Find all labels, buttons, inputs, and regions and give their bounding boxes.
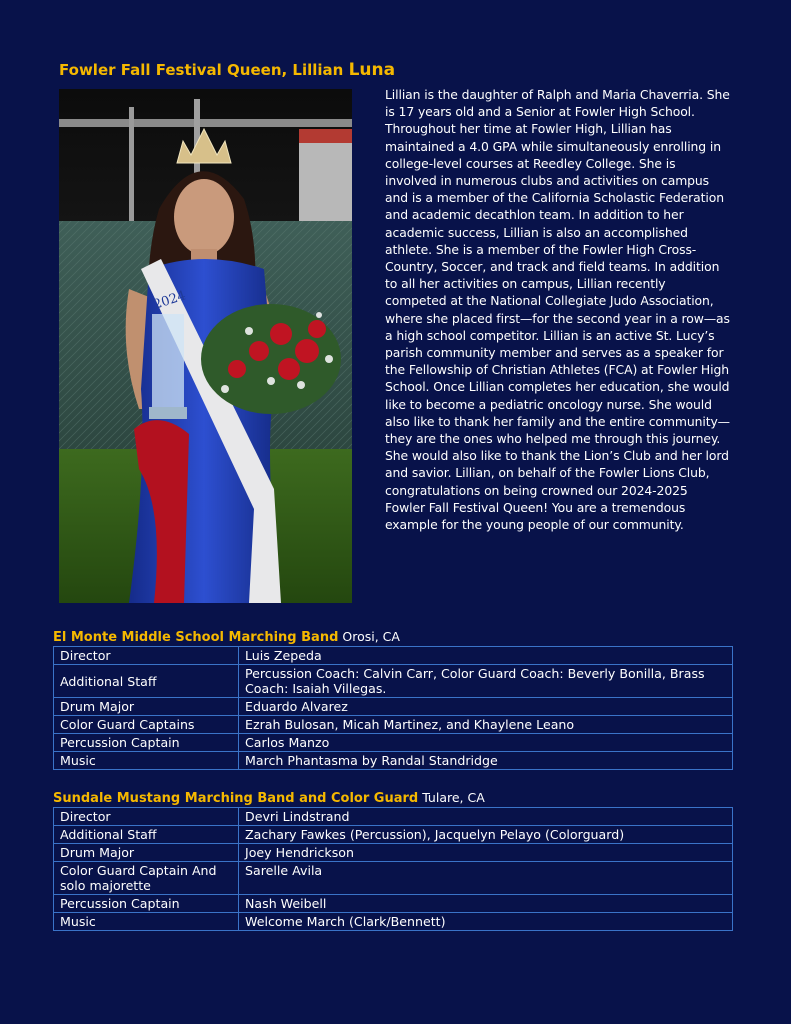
row-label: Music	[54, 752, 239, 770]
band-name: Sundale Mustang Marching Band and Color Guard	[53, 791, 419, 806]
table-row	[54, 826, 733, 844]
row-label: Color Guard Captain And solo majorette	[54, 862, 239, 895]
sash-text: 2024	[151, 288, 188, 313]
band-city: Tulare, CA	[418, 790, 485, 805]
title-surname: Luna	[348, 60, 396, 80]
table-row	[54, 808, 733, 826]
band-heading-el-monte	[53, 629, 400, 645]
row-value: March Phantasma by Randal Standridge	[239, 752, 733, 770]
row-label: Color Guard Captains	[54, 716, 239, 734]
table-row	[54, 913, 733, 931]
row-label: Additional Staff	[54, 665, 239, 698]
table-row	[54, 734, 733, 752]
band-heading-sundale	[53, 790, 485, 806]
queen-photo	[59, 89, 352, 603]
table-row	[54, 895, 733, 913]
row-value: Carlos Manzo	[239, 734, 733, 752]
row-label: Director	[54, 808, 239, 826]
band-table-el-monte	[53, 646, 733, 770]
row-value: Percussion Coach: Calvin Carr, Color Guard Coach: Beverly Bonilla, Brass Coach: Isaiah Villegas.	[239, 665, 733, 698]
queen-bio: Lillian is the daughter of Ralph and Maria Chaverria. She is 17 years old and a Senior at Fowler High School. Throughout her time at Fowler High, Lillian has maintained a 4.0 GPA while simultaneously enrolling in college-level courses at Reedley College. She is involved in numerous clubs and activities on campus and is a member of the California Scholastic Federation and academic decathlon team. In addition to her academic success, Lillian is also an accomplished athlete. She is a member of the Fowler High Cross-Country, Soccer, and track and field teams. In addition to all her activities on campus, Lillian recently competed at the National Collegiate Judo Association, where she placed first—for the second year in a row—as a high school competitor. Lillian is an active St. Lucy’s parish community member and serves as a speaker for the Fellowship of Christian Athletes (FCA) at Fowler High School. Once Lillian completes her education, she would like to become a pediatric oncology nurse. She would also like to thank her family and the entire community—they are the ones who helped me through this journey. She would also like to thank the Lion’s Club and her lord and savior. Lillian, on behalf of the Fowler Lions Club, congratulations on being crowned our 2024-2025 Fowler Fall Festival Queen! You are a tremendous example for the young people of our community.	[385, 87, 730, 533]
page-title	[59, 60, 395, 80]
row-label: Director	[54, 647, 239, 665]
row-label: Additional Staff	[54, 826, 239, 844]
row-value: Ezrah Bulosan, Micah Martinez, and Khaylene Leano	[239, 716, 733, 734]
table-row	[54, 752, 733, 770]
table-row	[54, 647, 733, 665]
row-value: Nash Weibell	[239, 895, 733, 913]
table-row	[54, 862, 733, 895]
row-value: Eduardo Alvarez	[239, 698, 733, 716]
row-value: Devri Lindstrand	[239, 808, 733, 826]
band-table-sundale	[53, 807, 733, 931]
row-label: Music	[54, 913, 239, 931]
table-row	[54, 665, 733, 698]
row-value: Sarelle Avila	[239, 862, 733, 895]
row-value: Luis Zepeda	[239, 647, 733, 665]
row-label: Drum Major	[54, 698, 239, 716]
row-label: Drum Major	[54, 844, 239, 862]
band-name: El Monte Middle School Marching Band	[53, 630, 339, 645]
table-row	[54, 844, 733, 862]
row-label: Percussion Captain	[54, 895, 239, 913]
band-city: Orosi, CA	[338, 629, 400, 644]
table-row	[54, 716, 733, 734]
table-row	[54, 698, 733, 716]
row-value: Joey Hendrickson	[239, 844, 733, 862]
title-prefix: Fowler Fall Festival Queen, Lillian	[59, 61, 349, 79]
row-value: Zachary Fawkes (Percussion), Jacquelyn Pelayo (Colorguard)	[239, 826, 733, 844]
row-value: Welcome March (Clark/Bennett)	[239, 913, 733, 931]
row-label: Percussion Captain	[54, 734, 239, 752]
